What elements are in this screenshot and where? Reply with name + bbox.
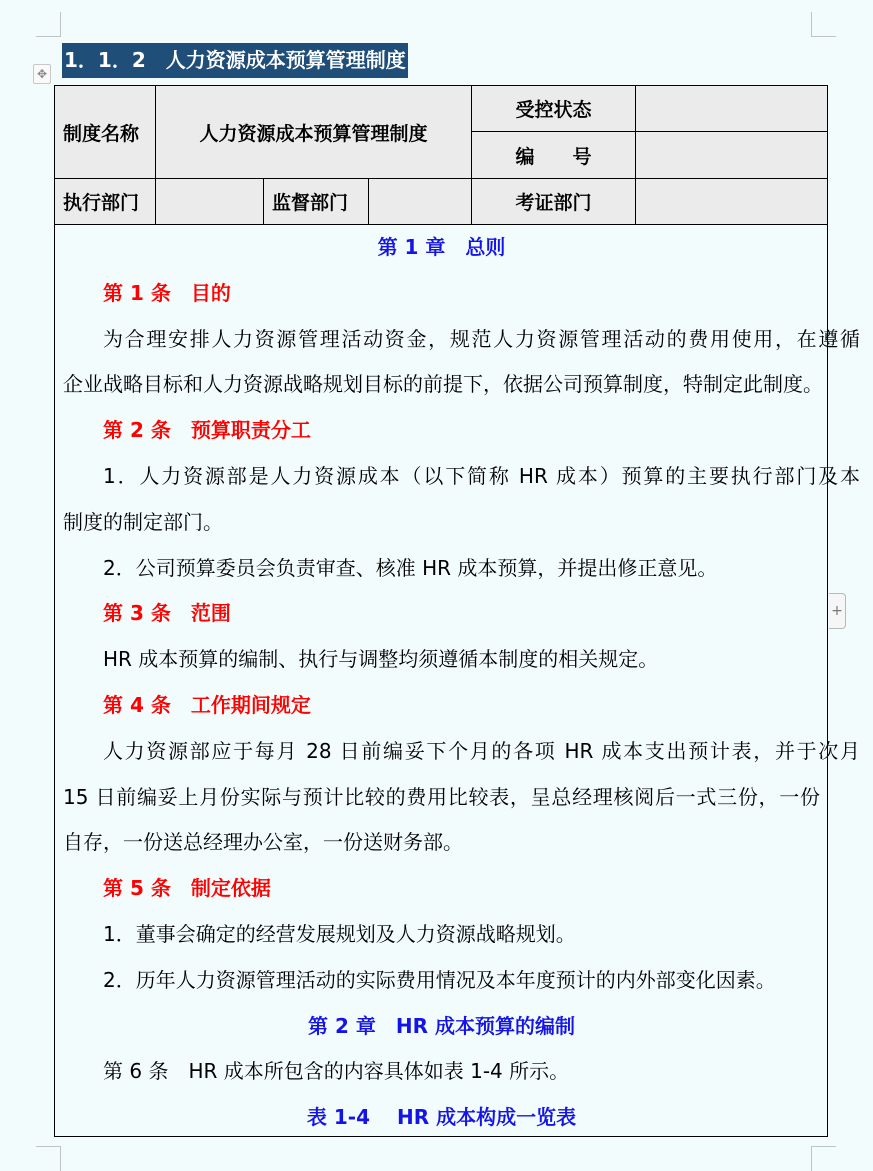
article-title: 第 4 条 工作期间规定: [103, 693, 311, 717]
exec-dept-label: 执行部门: [55, 179, 156, 225]
article-title: 第 2 条 预算职责分工: [103, 418, 311, 443]
chapter-title: 表 1-4 HR 成本构成一览表: [306, 1105, 577, 1130]
verify-dept-value[interactable]: [636, 179, 828, 225]
chapter-title: 第 1 章 总则: [377, 235, 506, 259]
name-value[interactable]: 人力资源成本预算管理制度: [156, 86, 472, 179]
paragraph-line: 1．人力资源部是人力资源成本（以下简称 HR 成本）预算的主要执行部门及本: [103, 464, 860, 488]
paragraph-line: 为合理安排人力资源管理活动资金，规范人力资源管理活动的费用使用，在遵循: [103, 326, 860, 351]
paragraph-line: 2．历年人力资源管理活动的实际费用情况及本年度预计的内外部变化因素。: [103, 967, 776, 992]
article-title: 第 5 条 制定依据: [103, 876, 271, 901]
paragraph-line: 自存，一份送总经理办公室，一份送财务部。: [63, 830, 463, 855]
move-handle-icon[interactable]: ✥: [33, 64, 51, 84]
number-label: 编 号: [472, 132, 636, 179]
paragraph-line: HR 成本预算的编制、执行与调整均须遵循本制度的相关规定。: [103, 647, 659, 672]
policy-info-table: [54, 85, 828, 225]
name-label: 制度名称: [55, 86, 156, 179]
exec-dept-value[interactable]: [156, 179, 264, 225]
status-value[interactable]: [636, 86, 828, 132]
number-value[interactable]: [636, 132, 828, 179]
verify-dept-label: 考证部门: [472, 179, 636, 225]
policy-content[interactable]: [54, 223, 860, 1137]
article-title: 第 3 条 范围: [103, 601, 231, 626]
paragraph-line: 1．董事会确定的经营发展规划及人力资源战略规划。: [103, 922, 576, 946]
paragraph-line: 第 6 条 HR 成本所包含的内容具体如表 1-4 所示。: [103, 1059, 570, 1084]
paragraph-line: 人力资源部应于每月 28 日前编妥下个月的各项 HR 成本支出预计表，并于次月: [103, 738, 860, 763]
plus-icon[interactable]: +: [829, 593, 846, 629]
paragraph-line: 15 日前编妥上月份实际与预计比较的费用比较表，呈总经理核阅后一式三份，一份: [63, 784, 820, 809]
chapter-title: 第 2 章 HR 成本预算的编制: [308, 1013, 575, 1038]
paragraph-line: 制度的制定部门。: [63, 509, 223, 534]
page-corner-mark: [811, 12, 836, 37]
page-corner-mark: [811, 1146, 836, 1171]
page-corner-mark: [36, 12, 61, 37]
paragraph-line: 2．公司预算委员会负责审查、核准 HR 成本预算，并提出修正意见。: [103, 555, 718, 580]
section-heading[interactable]: 1．1．2 人力资源成本预算管理制度: [62, 43, 408, 78]
supervise-dept-label: 监督部门: [264, 179, 369, 225]
paragraph-line: 企业战略目标和人力资源战略规划目标的前提下，依据公司预算制度，特制定此制度。: [63, 372, 823, 397]
article-title: 第 1 条 目的: [103, 280, 231, 305]
supervise-dept-value[interactable]: [369, 179, 472, 225]
page-corner-mark: [36, 1146, 61, 1171]
status-label: 受控状态: [472, 86, 636, 132]
